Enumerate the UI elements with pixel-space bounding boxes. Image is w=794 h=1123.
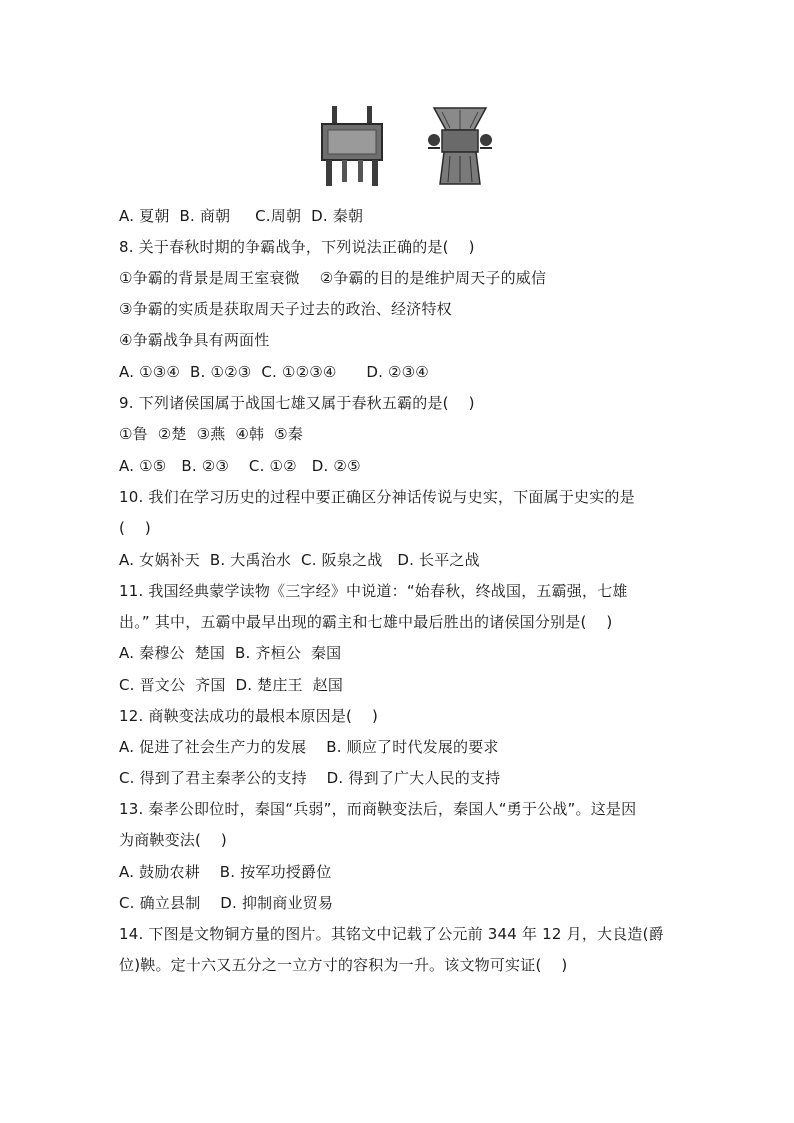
text-line: 为商鞅变法( ) (119, 831, 227, 849)
text-line: ①鲁 ②楚 ③燕 ④韩 ⑤秦 (119, 425, 303, 443)
bronze-ding-image (318, 104, 386, 188)
text-line: A. ①⑤ B. ②③ C. ①② D. ②⑤ (119, 457, 361, 475)
text-line: A. ①③④ B. ①②③ C. ①②③④ D. ②③④ (119, 363, 429, 381)
text-line: C. 确立县制 D. 抑制商业贸易 (119, 894, 334, 912)
text-line: 8. 关于春秋时期的争霸战争，下列说法正确的是( ) (119, 238, 475, 256)
text-line: ③争霸的实质是获取周天子过去的政治、经济特权 (119, 300, 452, 318)
text-line: 11. 我国经典蒙学读物《三字经》中说道：“始春秋，终战国，五霸强，七雄 (119, 582, 628, 600)
text-line: A. 促进了社会生产力的发展 B. 顺应了时代发展的要求 (119, 738, 499, 756)
bronze-zun-image (420, 104, 500, 188)
text-line: ④争霸战争具有两面性 (119, 331, 270, 349)
text-line: A. 鼓励农耕 B. 按军功授爵位 (119, 863, 332, 881)
text-line: 12. 商鞅变法成功的最根本原因是( ) (119, 707, 379, 725)
text-line: C. 得到了君主秦孝公的支持 D. 得到了广大人民的支持 (119, 769, 501, 787)
text-line: 13. 秦孝公即位时，秦国“兵弱”，而商鞅变法后，秦国人“勇于公战”。这是因 (119, 800, 637, 818)
bronze-artifacts-figure (318, 104, 498, 188)
text-line: ①争霸的背景是周王室衰微 ②争霸的目的是维护周天子的威信 (119, 269, 547, 287)
text-line: A. 秦穆公 楚国 B. 齐桓公 秦国 (119, 644, 342, 662)
text-line: 位)鞅。定十六又五分之一立方寸的容积为一升。该文物可实证( ) (119, 956, 568, 974)
text-line: ( ) (119, 519, 151, 537)
text-line: 9. 下列诸侯国属于战国七雄又属于春秋五霸的是( ) (119, 394, 475, 412)
text-line: 14. 下图是文物铜方量的图片。其铭文中记载了公元前 344 年 12 月，大良造(爵 (119, 925, 664, 943)
text-line: C. 晋文公 齐国 D. 楚庄王 赵国 (119, 676, 344, 694)
text-line: A. 夏朝 B. 商朝 C.周朝 D. 秦朝 (119, 207, 364, 225)
text-line: A. 女娲补天 B. 大禹治水 C. 阪泉之战 D. 长平之战 (119, 551, 480, 569)
text-line: 出。” 其中，五霸中最早出现的霸主和七雄中最后胜出的诸侯国分别是( ) (119, 613, 613, 631)
text-line: 10. 我们在学习历史的过程中要正确区分神话传说与史实，下面属于史实的是 (119, 488, 635, 506)
